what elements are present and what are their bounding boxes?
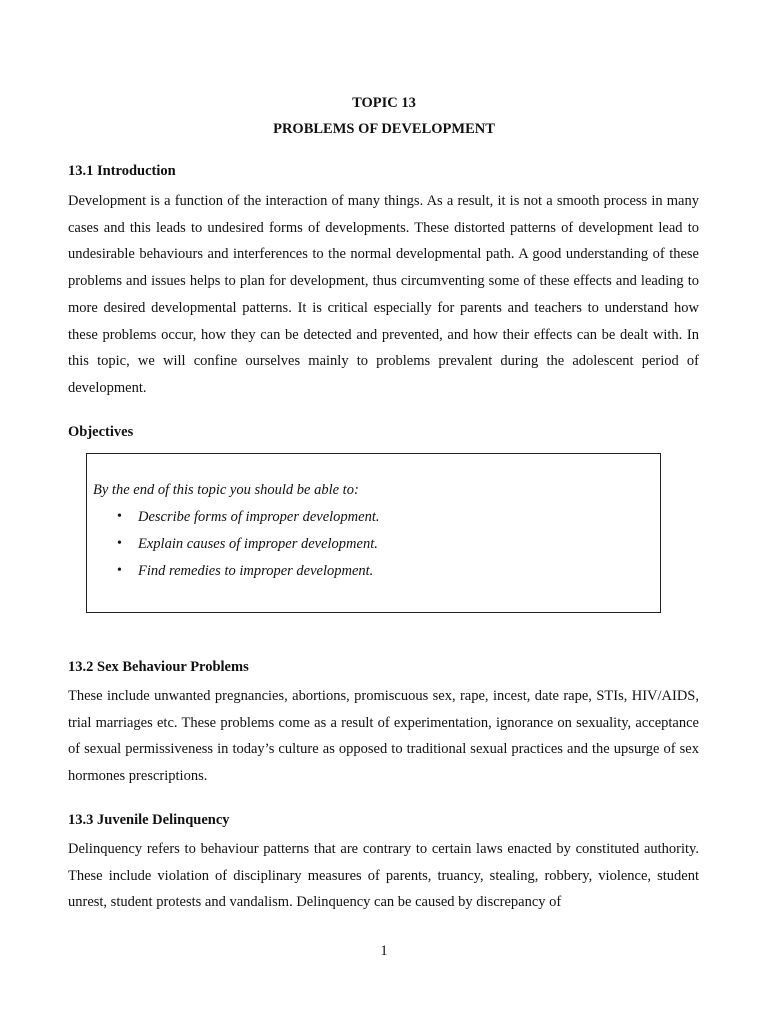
page-number: 1 — [380, 943, 388, 959]
topic-number: TOPIC 13 — [352, 95, 416, 111]
bullet-icon: • — [117, 563, 122, 578]
section-heading-objectives: Objectives — [68, 424, 134, 440]
bullet-icon: • — [117, 536, 122, 551]
paragraph-sex-behaviour: These include unwanted pregnancies, abortions, promiscuous sex, rape, incest, date rape, STIs, HIV/AIDS, trial marriages etc. These problems come as a result of experimentation, ignorance on sexuality, acceptance of sexual permissiveness in today’s culture as opposed to traditional sexual practices and the upsurge of sex hormones prescriptions. — [68, 688, 699, 785]
objectives-box — [86, 453, 661, 613]
objectives-lead: By the end of this topic you should be able to: — [93, 482, 359, 498]
section-heading-sex-behaviour: 13.2 Sex Behaviour Problems — [68, 659, 249, 675]
objective-text: Find remedies to improper development. — [138, 563, 374, 579]
section-heading-introduction: 13.1 Introduction — [68, 163, 176, 179]
section-heading-juvenile: 13.3 Juvenile Delinquency — [68, 812, 230, 828]
objective-text: Describe forms of improper development. — [138, 509, 380, 525]
page-title: PROBLEMS OF DEVELOPMENT — [273, 121, 495, 137]
paragraph-introduction: Development is a function of the interaction of many things. As a result, it is not a smooth process in many cases and this leads to undesired forms of developments. These distorted patterns of development lead to undesirable behaviours and interferences to the normal developmental path. A good understanding of these problems and issues helps to plan for development, thus circumventing some of these effects and leading to more desired developmental patterns. It is critical especially for parents and teachers to understand how these problems occur, how they can be detected and prevented, and how their effects can be dealt with. In this topic, we will confine ourselves mainly to problems prevalent during the adolescent period of development. — [68, 193, 699, 396]
paragraph-juvenile: Delinquency refers to behaviour patterns that are contrary to certain laws enacted by constituted authority. These include violation of disciplinary measures of parents, truancy, stealing, robbery, violence, student unrest, student protests and vandalism. Delinquency can be caused by discrepancy of — [68, 841, 699, 911]
bullet-icon: • — [117, 509, 122, 524]
objective-text: Explain causes of improper development. — [138, 536, 378, 552]
